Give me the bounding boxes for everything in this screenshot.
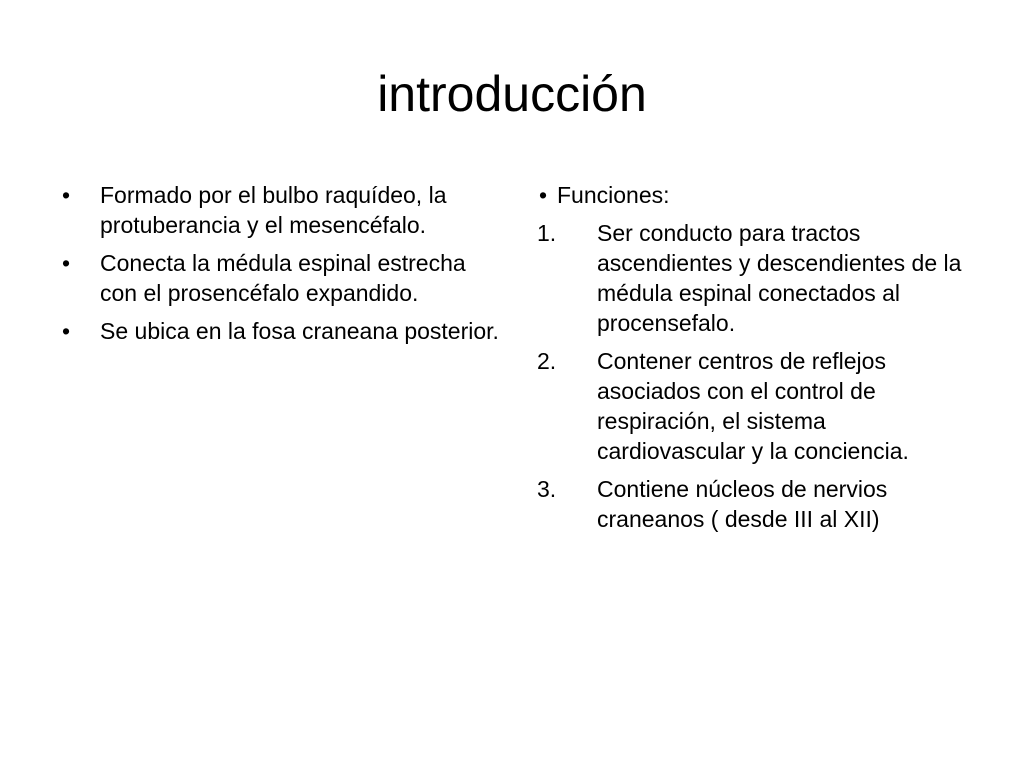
bullet-marker: • (539, 182, 548, 208)
bullet-item (60, 248, 500, 308)
number-marker: 2. (537, 348, 557, 374)
numbered-text: Contiene núcleos de nervios craneanos ( desde III al XII) (597, 476, 888, 532)
numbered-item (537, 474, 977, 534)
functions-heading-text: Funciones: (557, 182, 670, 208)
number-marker: 3. (537, 476, 557, 502)
bullet-item (60, 316, 500, 346)
numbered-text: Contener centros de reflejos asociados con el control de respiración, el sistema cardiovascular y la conciencia. (597, 348, 909, 464)
left-column (60, 180, 500, 354)
bullet-marker: • (62, 318, 71, 344)
bullet-text: Formado por el bulbo raquídeo, la protuberancia y el mesencéfalo. (100, 182, 447, 238)
bullet-text: Se ubica en la fosa craneana posterior. (100, 318, 499, 344)
bullet-marker: • (62, 182, 71, 208)
bullet-marker: • (62, 250, 71, 276)
bullet-item (60, 180, 500, 240)
slide-title: introducción (377, 66, 647, 122)
numbered-item (537, 346, 977, 466)
numbered-item (537, 218, 977, 338)
right-column (537, 180, 977, 542)
functions-heading (537, 180, 977, 210)
numbered-text: Ser conducto para tractos ascendientes y descendientes de la médula espinal conectados al procensefalo. (597, 220, 962, 336)
bullet-text: Conecta la médula espinal estrecha con el prosencéfalo expandido. (100, 250, 466, 306)
number-marker: 1. (537, 220, 557, 246)
